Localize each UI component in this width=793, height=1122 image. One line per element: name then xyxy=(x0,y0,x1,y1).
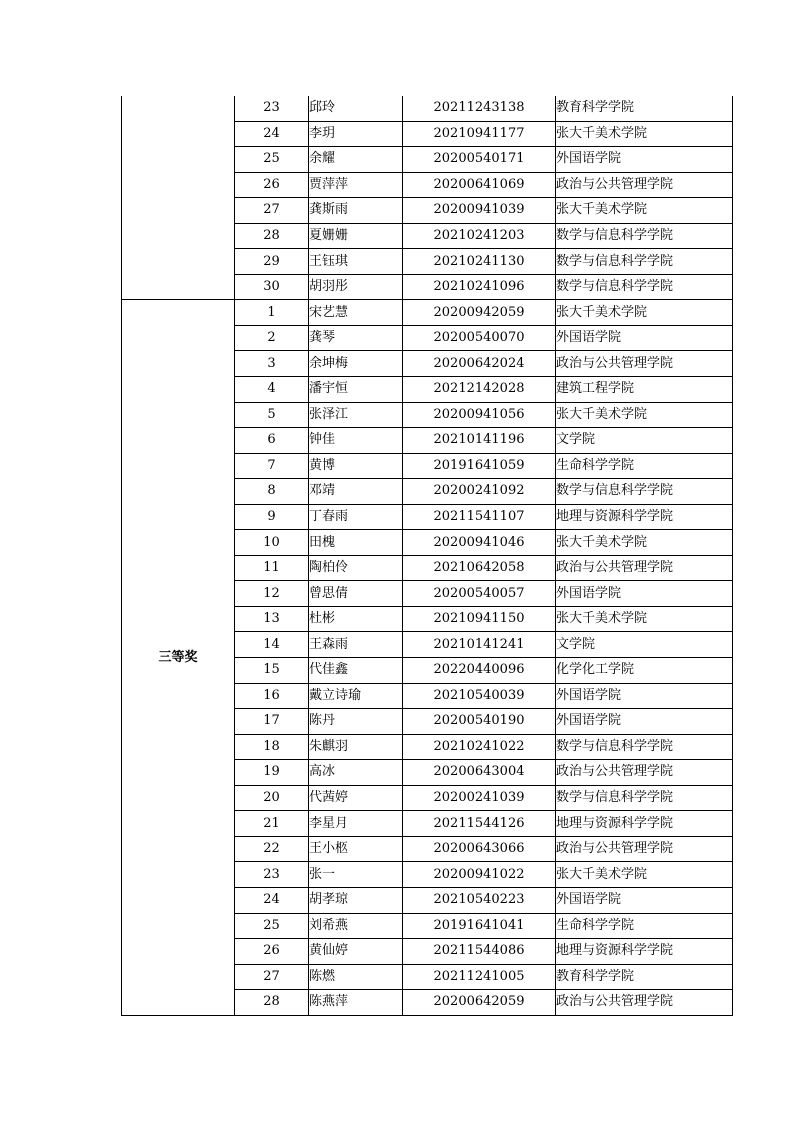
student-name-cell: 余耀 xyxy=(309,147,403,173)
college-cell: 教育科学学院 xyxy=(556,96,733,121)
student-name-cell: 李星月 xyxy=(309,811,403,837)
student-id-cell: 20200942059 xyxy=(403,300,556,326)
college-cell: 建筑工程学院 xyxy=(556,377,733,403)
row-number-cell: 25 xyxy=(235,147,309,173)
row-number-cell: 13 xyxy=(235,606,309,632)
college-cell: 张大千美术学院 xyxy=(556,862,733,888)
student-id-cell: 20210241130 xyxy=(403,249,556,275)
student-name-cell: 胡羽彤 xyxy=(309,274,403,300)
college-cell: 张大千美术学院 xyxy=(556,121,733,147)
student-name-cell: 夏姗姗 xyxy=(309,223,403,249)
student-name-cell: 邓靖 xyxy=(309,479,403,505)
row-number-cell: 28 xyxy=(235,990,309,1016)
student-id-cell: 20200540070 xyxy=(403,325,556,351)
student-id-cell: 20200540057 xyxy=(403,581,556,607)
college-cell: 文学院 xyxy=(556,428,733,454)
college-cell: 张大千美术学院 xyxy=(556,198,733,224)
student-id-cell: 20200941022 xyxy=(403,862,556,888)
row-number-cell: 17 xyxy=(235,709,309,735)
row-number-cell: 3 xyxy=(235,351,309,377)
student-id-cell: 20210241022 xyxy=(403,734,556,760)
student-id-cell: 20210941177 xyxy=(403,121,556,147)
student-name-cell: 杜彬 xyxy=(309,606,403,632)
student-name-cell: 宋艺慧 xyxy=(309,300,403,326)
row-number-cell: 18 xyxy=(235,734,309,760)
student-name-cell: 张一 xyxy=(309,862,403,888)
college-cell: 政治与公共管理学院 xyxy=(556,760,733,786)
student-name-cell: 王小柩 xyxy=(309,836,403,862)
college-cell: 外国语学院 xyxy=(556,147,733,173)
student-id-cell: 20210540223 xyxy=(403,887,556,913)
student-id-cell: 20210141241 xyxy=(403,632,556,658)
college-cell: 数学与信息科学学院 xyxy=(556,223,733,249)
row-number-cell: 20 xyxy=(235,785,309,811)
row-number-cell: 29 xyxy=(235,249,309,275)
college-cell: 政治与公共管理学院 xyxy=(556,172,733,198)
award-list-table xyxy=(121,96,733,1016)
college-cell: 生命科学学院 xyxy=(556,453,733,479)
student-id-cell: 20210241203 xyxy=(403,223,556,249)
college-cell: 数学与信息科学学院 xyxy=(556,249,733,275)
row-number-cell: 27 xyxy=(235,198,309,224)
student-id-cell: 20210241096 xyxy=(403,274,556,300)
row-number-cell: 8 xyxy=(235,479,309,505)
row-number-cell: 12 xyxy=(235,581,309,607)
college-cell: 政治与公共管理学院 xyxy=(556,555,733,581)
student-name-cell: 余坤梅 xyxy=(309,351,403,377)
student-id-cell: 20200642059 xyxy=(403,990,556,1016)
student-id-cell: 20200540171 xyxy=(403,147,556,173)
college-cell: 外国语学院 xyxy=(556,683,733,709)
award-category-cell: 三等奖 xyxy=(122,300,235,1015)
row-number-cell: 25 xyxy=(235,913,309,939)
student-name-cell: 李玥 xyxy=(309,121,403,147)
college-cell: 数学与信息科学学院 xyxy=(556,785,733,811)
student-id-cell: 20211541107 xyxy=(403,504,556,530)
college-cell: 化学化工学院 xyxy=(556,658,733,684)
row-number-cell: 7 xyxy=(235,453,309,479)
student-name-cell: 贾萍萍 xyxy=(309,172,403,198)
student-id-cell: 20210941150 xyxy=(403,606,556,632)
row-number-cell: 4 xyxy=(235,377,309,403)
student-id-cell: 20211544086 xyxy=(403,939,556,965)
student-id-cell: 20200642024 xyxy=(403,351,556,377)
college-cell: 地理与资源科学学院 xyxy=(556,811,733,837)
college-cell: 张大千美术学院 xyxy=(556,300,733,326)
college-cell: 外国语学院 xyxy=(556,325,733,351)
row-number-cell: 15 xyxy=(235,658,309,684)
row-number-cell: 28 xyxy=(235,223,309,249)
college-cell: 地理与资源科学学院 xyxy=(556,939,733,965)
student-name-cell: 龚琴 xyxy=(309,325,403,351)
college-cell: 数学与信息科学学院 xyxy=(556,274,733,300)
award-category-cell xyxy=(122,96,235,300)
student-name-cell: 黄仙婷 xyxy=(309,939,403,965)
row-number-cell: 11 xyxy=(235,555,309,581)
student-name-cell: 高冰 xyxy=(309,760,403,786)
row-number-cell: 24 xyxy=(235,887,309,913)
student-name-cell: 潘宇恒 xyxy=(309,377,403,403)
student-name-cell: 陈燕萍 xyxy=(309,990,403,1016)
row-number-cell: 9 xyxy=(235,504,309,530)
student-id-cell: 20191641059 xyxy=(403,453,556,479)
row-number-cell: 6 xyxy=(235,428,309,454)
student-name-cell: 陶柏伶 xyxy=(309,555,403,581)
student-name-cell: 陈燃 xyxy=(309,964,403,990)
college-cell: 数学与信息科学学院 xyxy=(556,734,733,760)
row-number-cell: 23 xyxy=(235,96,309,121)
student-name-cell: 黄博 xyxy=(309,453,403,479)
college-cell: 生命科学学院 xyxy=(556,913,733,939)
row-number-cell: 5 xyxy=(235,402,309,428)
row-number-cell: 26 xyxy=(235,939,309,965)
row-number-cell: 23 xyxy=(235,862,309,888)
table-row xyxy=(122,300,733,326)
student-id-cell: 20211544126 xyxy=(403,811,556,837)
college-cell: 外国语学院 xyxy=(556,887,733,913)
student-name-cell: 邱玲 xyxy=(309,96,403,121)
row-number-cell: 24 xyxy=(235,121,309,147)
college-cell: 政治与公共管理学院 xyxy=(556,990,733,1016)
college-cell: 外国语学院 xyxy=(556,709,733,735)
college-cell: 张大千美术学院 xyxy=(556,530,733,556)
row-number-cell: 27 xyxy=(235,964,309,990)
student-name-cell: 代佳鑫 xyxy=(309,658,403,684)
row-number-cell: 10 xyxy=(235,530,309,556)
student-id-cell: 20210642058 xyxy=(403,555,556,581)
row-number-cell: 30 xyxy=(235,274,309,300)
student-name-cell: 田槐 xyxy=(309,530,403,556)
student-id-cell: 20200540190 xyxy=(403,709,556,735)
row-number-cell: 26 xyxy=(235,172,309,198)
college-cell: 地理与资源科学学院 xyxy=(556,504,733,530)
student-name-cell: 钟佳 xyxy=(309,428,403,454)
college-cell: 外国语学院 xyxy=(556,581,733,607)
college-cell: 张大千美术学院 xyxy=(556,402,733,428)
student-id-cell: 20200941046 xyxy=(403,530,556,556)
student-name-cell: 王森雨 xyxy=(309,632,403,658)
college-cell: 文学院 xyxy=(556,632,733,658)
college-cell: 政治与公共管理学院 xyxy=(556,351,733,377)
student-id-cell: 20200641069 xyxy=(403,172,556,198)
student-id-cell: 20220440096 xyxy=(403,658,556,684)
award-table-body xyxy=(122,96,733,1015)
row-number-cell: 19 xyxy=(235,760,309,786)
row-number-cell: 1 xyxy=(235,300,309,326)
student-name-cell: 龚斯雨 xyxy=(309,198,403,224)
student-name-cell: 胡孝琼 xyxy=(309,887,403,913)
college-cell: 张大千美术学院 xyxy=(556,606,733,632)
row-number-cell: 14 xyxy=(235,632,309,658)
student-id-cell: 20191641041 xyxy=(403,913,556,939)
student-id-cell: 20200941056 xyxy=(403,402,556,428)
row-number-cell: 21 xyxy=(235,811,309,837)
student-name-cell: 张泽江 xyxy=(309,402,403,428)
table-row xyxy=(122,96,733,121)
student-name-cell: 刘希燕 xyxy=(309,913,403,939)
college-cell: 政治与公共管理学院 xyxy=(556,836,733,862)
student-name-cell: 丁春雨 xyxy=(309,504,403,530)
student-id-cell: 20211243138 xyxy=(403,96,556,121)
student-id-cell: 20200241092 xyxy=(403,479,556,505)
student-name-cell: 曾思倩 xyxy=(309,581,403,607)
student-name-cell: 朱麒羽 xyxy=(309,734,403,760)
student-name-cell: 王钰琪 xyxy=(309,249,403,275)
student-id-cell: 20200643066 xyxy=(403,836,556,862)
row-number-cell: 2 xyxy=(235,325,309,351)
student-id-cell: 20212142028 xyxy=(403,377,556,403)
student-id-cell: 20200941039 xyxy=(403,198,556,224)
student-name-cell: 代茜婷 xyxy=(309,785,403,811)
student-id-cell: 20210540039 xyxy=(403,683,556,709)
college-cell: 教育科学学院 xyxy=(556,964,733,990)
row-number-cell: 22 xyxy=(235,836,309,862)
student-name-cell: 戴立诗瑜 xyxy=(309,683,403,709)
row-number-cell: 16 xyxy=(235,683,309,709)
student-id-cell: 20210141196 xyxy=(403,428,556,454)
student-name-cell: 陈丹 xyxy=(309,709,403,735)
college-cell: 数学与信息科学学院 xyxy=(556,479,733,505)
student-id-cell: 20211241005 xyxy=(403,964,556,990)
student-id-cell: 20200643004 xyxy=(403,760,556,786)
student-id-cell: 20200241039 xyxy=(403,785,556,811)
